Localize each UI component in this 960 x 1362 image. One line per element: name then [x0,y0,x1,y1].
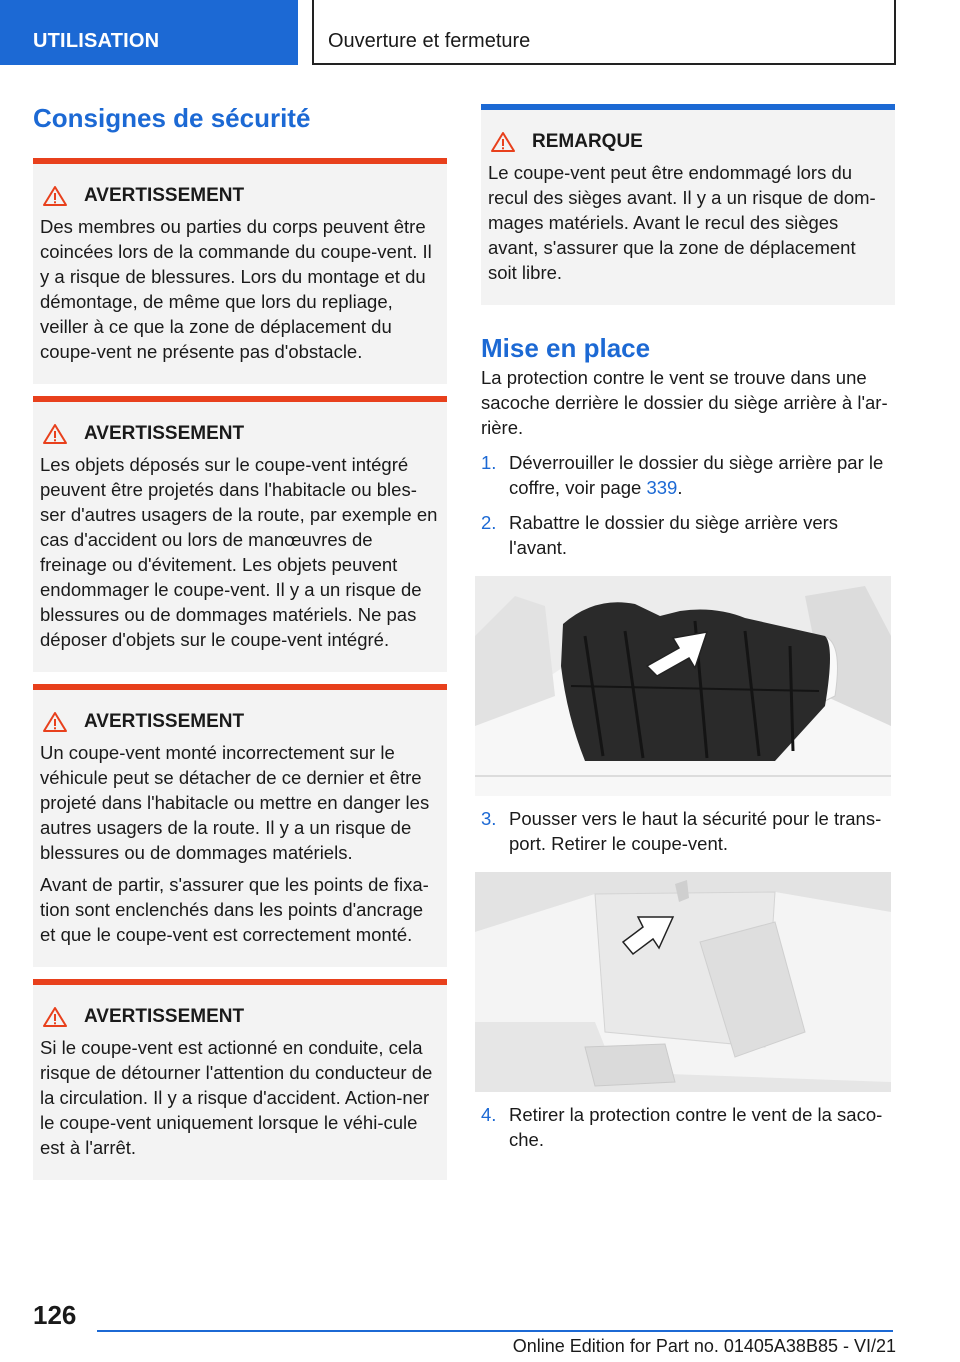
step-text: Déverrouiller le dossier du siège arrière par le coffre, voir page 339. [509,452,884,498]
list-item [481,510,895,560]
steps-list [481,1102,895,1152]
warning-triangle-icon [42,711,68,733]
warning-text: Les objets déposés sur le coupe-vent intégré peuvent être projetés dans l'habitacle ou bles-ser d'autres usagers de la route, par exemple en cas d'accident ou lors de manœuvres de freinage ou d'évitement. Les objets peuvent endommager le coupe-vent. Il y a un risque de blessures ou de dommages matériels. Ne pas déposer d'objets sur le coupe-vent intégré. [40,454,438,650]
warning-box [33,979,447,1180]
warning-box [33,684,447,967]
step-number: 1. [481,452,497,473]
page-number: 126 [33,1300,77,1330]
warning-triangle-icon [42,1006,68,1028]
chapter-tab[interactable]: Ouverture et fermeture [312,0,896,65]
warning-text: Des membres ou parties du corps peuvent être coincées lors de la commande du coupe-vent. Il y a risque de blessures. Lors du montage et du démontage, de même que lors du repliage, veiller à ce que la zone de déplacement du coupe-vent ne présente pas d'obstacle. [40,216,432,362]
note-label: REMARQUE [532,131,643,152]
note-text: Le coupe-vent peut être endommagé lors du recul des sièges avant. Il y a un risque de dom-mages matériels. Avant le recul des sièges avant, s'assurer que la zone de déplacement soit libre. [488,162,876,283]
intro-text: La protection contre le vent se trouve dans une sacoche derrière le dossier du siège arrière à l'ar-rière. [481,367,888,438]
seat-fold-illustration [475,576,891,796]
warning-triangle-icon [42,423,68,445]
illustration-fold-seat [475,576,891,796]
section-tab[interactable]: UTILISATION [0,0,298,65]
step-number: 3. [481,808,497,829]
right-column [481,104,895,1152]
page-link[interactable]: 339 [646,477,678,498]
warning-triangle-icon [42,185,68,207]
warning-text: Avant de partir, s'assurer que les points de fixa-tion sont enclenchés dans les points d'ancrage et que le coupe-vent est correctement monté. [40,874,429,945]
step-text: Retirer la protection contre le vent de la saco-che. [509,1104,883,1150]
illustration-wind-deflector [475,872,891,1092]
list-item [481,450,895,500]
step-text: Pousser vers le haut la sécurité pour le trans-port. Retirer le coupe-vent. [509,808,882,854]
step-text: Rabattre le dossier du siège arrière vers l'avant. [509,512,839,558]
warning-box [33,396,447,672]
warning-label: AVERTISSEMENT [84,1006,245,1027]
step-number: 4. [481,1104,497,1125]
wind-deflector-illustration [475,872,891,1092]
left-column [33,100,447,1192]
step-number: 2. [481,512,497,533]
warning-box [33,158,447,384]
warning-text: Un coupe-vent monté incorrectement sur le véhicule peut se détacher de ce dernier et être projeté dans l'habitacle ou mettre en danger les autres usagers de la route. Il y a un risque de blessures ou de dommages matériels. [40,742,430,863]
section-title: Consignes de sécurité [33,103,311,133]
warning-label: AVERTISSEMENT [84,423,245,444]
subsection-title: Mise en place [481,333,651,363]
warning-text: Si le coupe-vent est actionné en conduite, cela risque de détourner l'attention du conducteur de la circulation. Il y a risque d'accident. Action-ner le coupe-vent uniquement lorsque le véhi-cule est à l'arrêt. [40,1037,433,1158]
edition-text: Online Edition for Part no. 01405A38B85 - VI/21 [512,1336,896,1356]
note-box [481,104,895,305]
list-item [481,1102,895,1152]
list-item [481,806,895,856]
warning-triangle-icon [490,131,516,153]
footer-divider [97,1330,893,1332]
warning-label: AVERTISSEMENT [84,711,245,732]
steps-list [481,450,895,560]
steps-list [481,806,895,856]
warning-label: AVERTISSEMENT [84,185,245,206]
